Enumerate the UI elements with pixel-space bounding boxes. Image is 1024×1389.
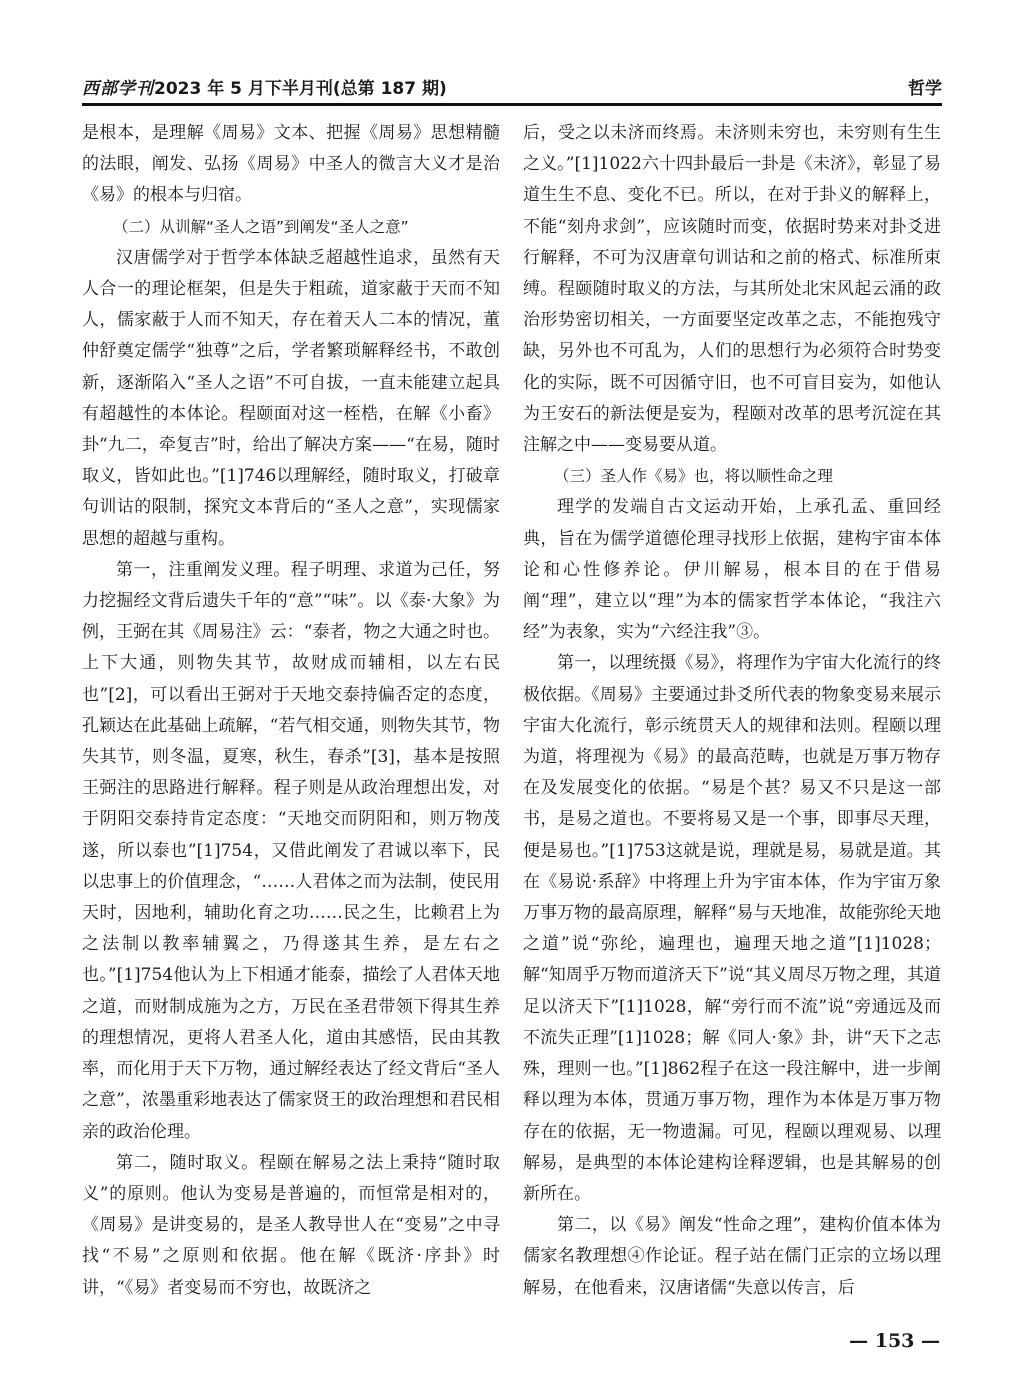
paragraph: 第二，以《易》阐发“性命之理”，建构价值本体为儒家名教理想④作论证。程子站在儒门正宗的立场以理解易，在他看来，汉唐诸儒“失意以传言，后 (523, 1215, 941, 1298)
paragraph: 第二，随时取义。程颐在解易之法上秉持“随时取义”的原则。他认为变易是普遍的，而恒常是相对的，《周易》是讲变易的，是圣人教导世人在“变易”之中寻找“不易”之原则和依据。他在解《既济·序卦》时讲，“《易》者变易而不穷也，故既济之 (82, 1152, 500, 1298)
journal-logo: 西部学刊 (82, 79, 154, 99)
right-column (523, 118, 941, 1304)
section-subheading: （二）从训解“圣人之语”到阐发“圣人之意” (113, 217, 409, 236)
paragraph: 后，受之以未济而终焉。未济则未穷也，未穷则有生生之义。”[1]1022六十四卦最后一卦是《未济》，彰显了易道生生不息、变化不已。所以，在对于卦义的解释上，不能“刻舟求剑”，应该随时而变，依据时势来对卦爻进行解释，不可为汉唐章句训诂和之前的格式、标准所束缚。程颐随时取义的方法，与其所处北宋风起云涌的政治形势密切相关，一方面要坚定改革之志，不能抱残守缺，另外也不可乱为，人们的思想行为必须符合时势变化的实际，既不可因循守旧，也不可盲目妄为，如他认为王安石的新法便是妄为，程颐对改革的思考沉淀在其注解之中——变易要从道。 (523, 123, 941, 456)
paragraph: 理学的发端自古文运动开始，上承孔孟、重回经典，旨在为儒学道德伦理寻找形上依据，建构宇宙本体论和心性修养论。伊川解易，根本目的在于借易阐“理”，建立以“理”为本的儒家哲学本体论，“我注六经”为表象，实为“六经注我”③。 (523, 497, 941, 643)
left-column (82, 118, 500, 1304)
page-number: — 153 — (849, 1330, 940, 1352)
section-title: 哲学 (908, 79, 942, 99)
paragraph: 是根本，是理解《周易》文本、把握《周易》思想精髓的法眼，阐发、弘扬《周易》中圣人的微言大义才是治《易》的根本与归宿。 (82, 123, 500, 206)
paragraph: 第一，注重阐发义理。程子明理、求道为己任，努力挖掘经文背后遗失千年的“意”“味”。以《泰·大象》为例，王弼在其《周易注》云：“泰者，物之大通之时也。上下大通，则物失其节，故财成而辅相，以左右民也”[2]，可以看出王弼对于天地交泰持偏否定的态度，孔颖达在此基础上疏解，“若气相交通，则物失其节，物失其节，则冬温，夏寒，秋生，春杀”[3]，基本是按照王弼注的思路进行解释。程子则是从政治理想出发，对于阴阳交泰持肯定态度：“天地交而阴阳和，则万物茂遂，所以泰也”[1]754，又借此阐发了君诚以率下，民以忠事上的价值理念，“……人君体之而为法制，使民用天时，因地利，辅助化育之功……民之生，比赖君上为之法制以教率辅翼之，乃得遂其生养，是左右之也。”[1]754他认为上下相通才能泰，描绘了人君体天地之道，而财制成施为之方，万民在圣君带领下得其生养的理想情况，更将人君圣人化，道由其感悟，民由其教率，而化用于天下万物，通过解经表达了经文背后“圣人之意”，浓墨重彩地表达了儒家贤王的政治理想和君民相亲的政治伦理。 (82, 559, 500, 1142)
journal-issue (82, 74, 447, 99)
issue-info: 2023 年 5 月下半月刊(总第 187 期) (154, 79, 447, 99)
paragraph: 汉唐儒学对于哲学本体缺乏超越性追求，虽然有天人合一的理论框架，但是失于粗疏，道家蔽于天而不知人，儒家蔽于人而不知天，存在着天人二本的情况，董仲舒奠定儒学“独尊”之后，学者繁琐解释经书，不敢创新，逐渐陷入“圣人之语”不可自拔，一直未能建立起具有超越性的本体论。程颐面对这一桎梏，在解《小畜》卦“九二，牵复吉”时，给出了解决方案——“在易，随时取义，皆如此也。”[1]746以理解经，随时取义，打破章句训诂的限制，探究文本背后的“圣人之意”，实现儒家思想的超越与重构。 (82, 247, 500, 549)
section-subheading: （三）圣人作《易》也，将以顺性命之理 (554, 467, 834, 486)
paragraph: 第一，以理统摄《易》，将理作为宇宙大化流行的终极依据。《周易》主要通过卦爻所代表的物象变易来展示宇宙大化流行，彰示统贯天人的规律和法则。程颐以理为道，将理视为《易》的最高范畴，也就是万事万物存在及发展变化的依据。“易是个甚？易又不只是这一部书，是易之道也。不要将易又是一个事，即事尽天理，便是易也。”[1]753这就是说，理就是易，易就是道。其在《易说·系辞》中将理上升为宇宙本体，作为宇宙万象万事万物的最高原理，解释“易与天地准，故能弥纶天地之道”说“弥纶，遍理也，遍理天地之道”[1]1028；解“知周乎万物而道济天下”说“其义周尽万物之理，其道足以济天下”[1]1028，解“旁行而不流”说“旁通远及而不流失正理”[1]1028；解《同人·象》卦，讲“天下之志殊，理则一也。”[1]862程子在这一段注解中，进一步阐释以理为本体，贯通万事万物，理作为本体是万事万物存在的依据，无一物遗漏。可见，程颐以理观易、以理解易，是典型的本体论建构诠释逻辑，也是其解易的创新所在。 (523, 653, 941, 1204)
running-header (82, 70, 942, 106)
header-rule (82, 103, 942, 106)
